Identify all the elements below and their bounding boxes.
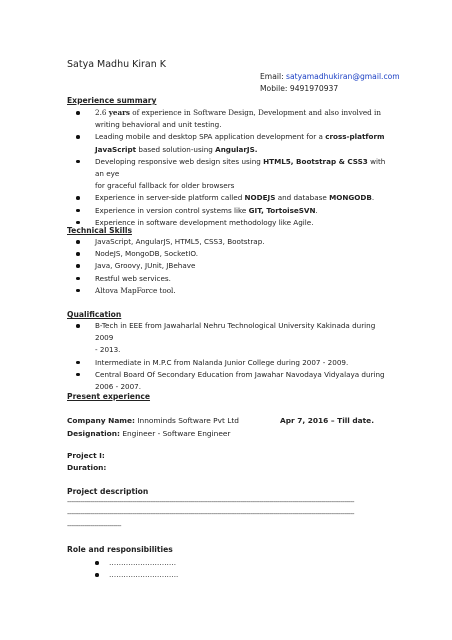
list-item: 2.6 years of experience in Software Design, Development and also involved in writing behavioral and unit testing. (67, 107, 387, 131)
project-description-line-1: ----------------------------------------------------------------------------------------------------------------------------------------------------- (67, 498, 354, 506)
contact-mobile: Mobile: 9491970937 (260, 84, 339, 93)
list-item: Restful web services. (67, 273, 387, 285)
qualification-list (67, 320, 387, 393)
email-label: Email: (260, 72, 287, 81)
designation-value: Engineer - Software Engineer (119, 429, 231, 438)
experience-summary-list (67, 107, 387, 229)
company-name: Innominds Software Pvt Ltd (134, 416, 239, 425)
project-description-heading: Project description (67, 487, 149, 496)
list-item: Developing responsive web design sites using HTML5, Bootstrap & CSS3 with an eye for graceful fallback for older browsers (67, 156, 387, 193)
qualification-heading: Qualification (67, 310, 122, 319)
list-item: Intermediate in M.P.C from Nalanda Junior College during 2007 - 2009. (67, 357, 387, 369)
roles-list (67, 557, 267, 581)
list-item: Leading mobile and desktop SPA application development for a cross-platform JavaScript based solution-using AngularJS. (67, 131, 387, 155)
list-item: Altova MapForce tool. (67, 285, 387, 297)
present-experience-heading: Present experience (67, 392, 151, 401)
project-description-line-3: ---------------------------- (67, 522, 121, 530)
list-item: ……………………….. (67, 569, 267, 581)
project-label: Project I: (67, 451, 105, 460)
designation-label: Designation: (67, 429, 120, 438)
experience-summary-heading: Experience summary (67, 96, 157, 105)
designation-line (67, 429, 230, 438)
duration-label: Duration: (67, 463, 107, 472)
email-link[interactable]: satyamadhukiran@gmail.com (286, 72, 400, 81)
list-item: Java, Groovy, JUnit, JBehave (67, 260, 387, 272)
list-item: Central Board Of Secondary Education from Jawahar Navodaya Vidyalaya during 2006 - 2007. (67, 369, 387, 393)
technical-skills-list (67, 236, 387, 297)
project-description-line-2: ----------------------------------------------------------------------------------------------------------------------------------------------------- (67, 510, 354, 518)
list-item: Experience in server-side platform called NODEJS and database MONGODB. (67, 192, 387, 204)
candidate-name: Satya Madhu Kiran K (67, 59, 167, 70)
list-item: Experience in software development methodology like Agile. (67, 217, 387, 229)
company-label: Company Name: (67, 416, 135, 425)
list-item: Experience in version control systems like GIT, TortoiseSVN. (67, 205, 387, 217)
list-item: ………………………. (67, 557, 267, 569)
list-item: JavaScript, AngularJS, HTML5, CSS3, Bootstrap. (67, 236, 387, 248)
company-line (67, 416, 239, 425)
list-item: B-Tech in EEE from Jawaharlal Nehru Technological University Kakinada during 2009 - 2013. (67, 320, 387, 357)
technical-skills-heading: Technical Skills (67, 226, 132, 235)
roles-heading: Role and responsibilities (67, 545, 173, 554)
employment-dates: Apr 7, 2016 – Till date. (280, 416, 375, 425)
list-item: NodeJS, MongoDB, SocketIO. (67, 248, 387, 260)
contact-email (260, 72, 400, 81)
